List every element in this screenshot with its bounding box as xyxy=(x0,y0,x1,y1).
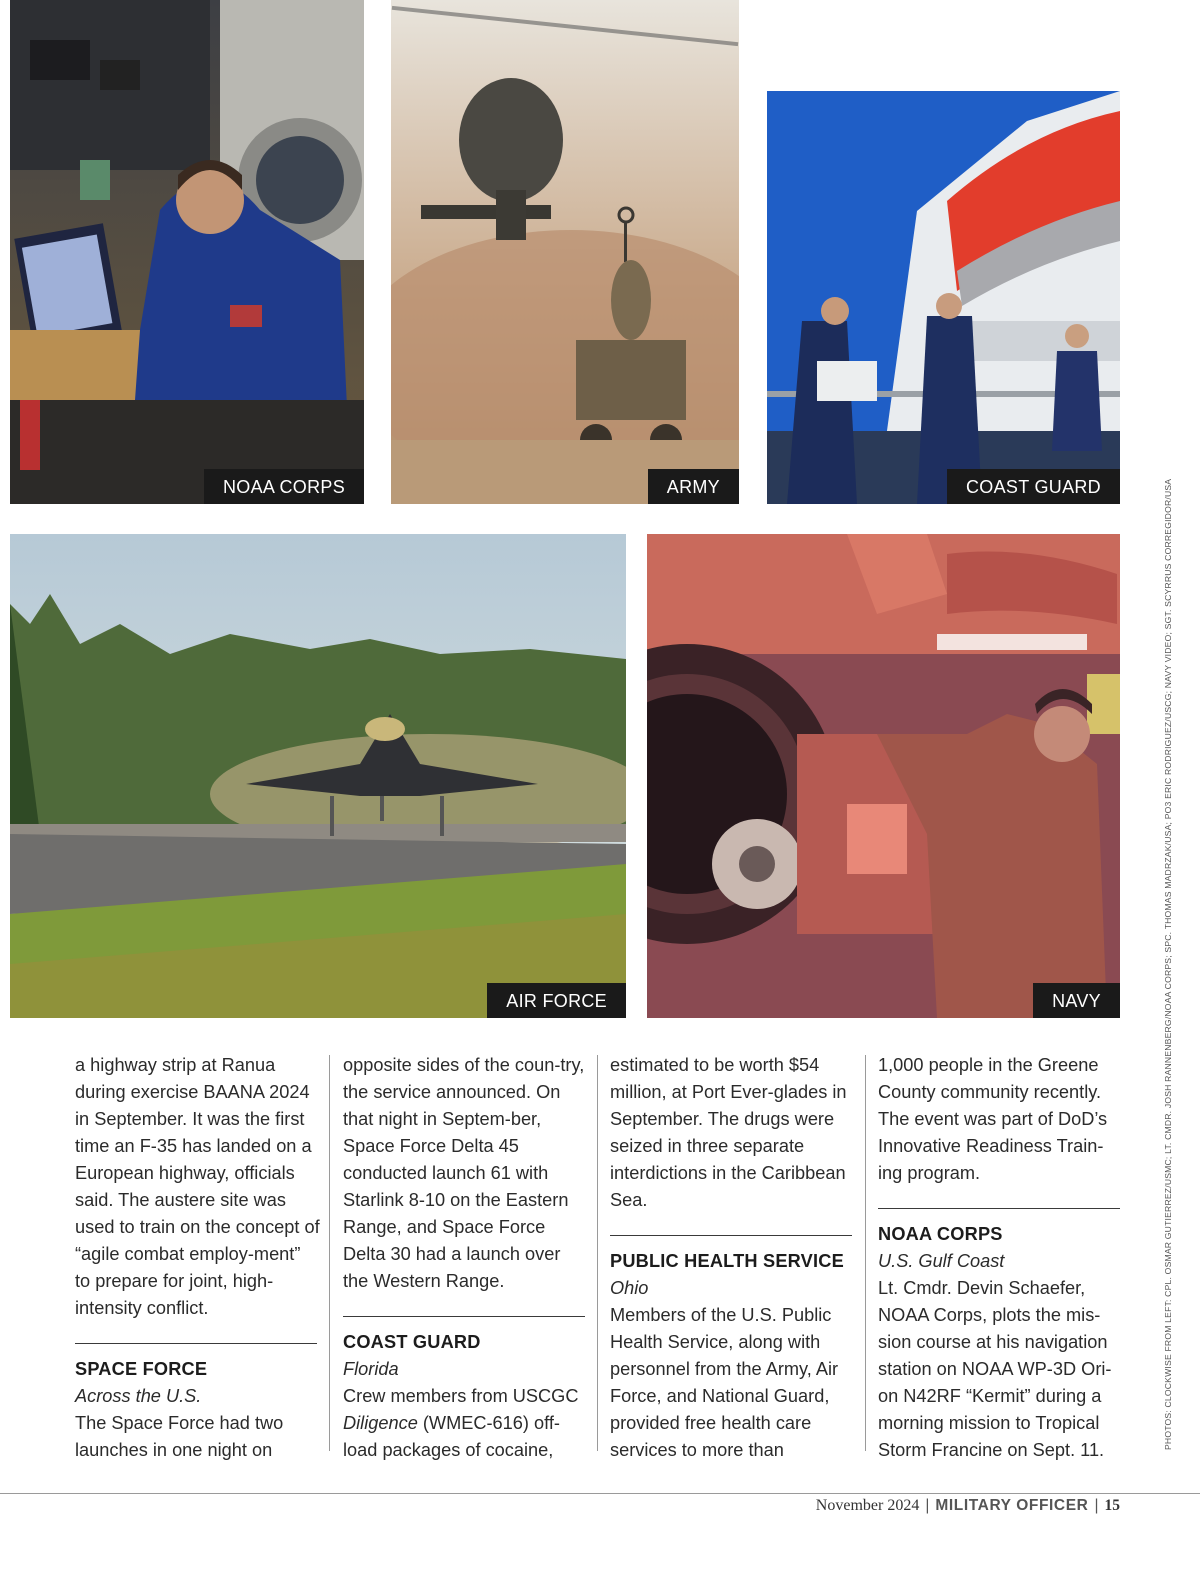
section-location-space-force: Across the U.S. xyxy=(75,1386,202,1406)
body-text: Crew members from USCGC xyxy=(343,1386,579,1406)
text-column-1 xyxy=(75,1052,320,1464)
caption-coast-guard: COAST GUARD xyxy=(947,469,1120,504)
section-body-noaa-corps: Lt. Cmdr. Devin Schaefer, NOAA Corps, plots the mis-sion course at his navigation station on NOAA WP-3D Ori-on N42RF “Kermit” during a morning mission to Tropical Storm Francine on Sept. 11. xyxy=(878,1278,1112,1460)
caption-air-force: AIR FORCE xyxy=(487,983,626,1018)
magazine-name: MILITARY OFFICER xyxy=(935,1497,1089,1514)
footer-separator: | xyxy=(1094,1497,1099,1514)
navy-engine-room-image xyxy=(647,534,1120,1018)
section-location-noaa-corps: U.S. Gulf Coast xyxy=(878,1251,1005,1271)
air-force-body-continued: a highway strip at Ranua during exercise BAANA 2024 in September. It was the first time an F-35 has landed on a European highway, officials said. The austere site was used to train on the concept of “agile combat employ-ment” to prepare for joint, high-intensity conflict. xyxy=(75,1055,320,1318)
section-divider xyxy=(343,1316,585,1317)
photo-noaa-corps xyxy=(10,0,364,504)
section-location-public-health-service: Ohio xyxy=(610,1278,649,1298)
f35-landing-image xyxy=(10,534,626,1018)
footer-separator: | xyxy=(925,1497,930,1514)
section-body-space-force: The Space Force had two launches in one night on xyxy=(75,1413,284,1460)
section-body-coast-guard xyxy=(343,1383,588,1464)
text-column-2 xyxy=(343,1052,588,1464)
section-location-coast-guard: Florida xyxy=(343,1359,399,1379)
body-text: (WMEC-616) off-load packages of cocaine, xyxy=(343,1413,560,1460)
section-head-coast-guard: COAST GUARD xyxy=(343,1332,481,1352)
text-column-4 xyxy=(878,1052,1123,1464)
column-divider xyxy=(865,1055,866,1451)
caption-navy: NAVY xyxy=(1033,983,1120,1018)
section-divider xyxy=(610,1235,852,1236)
section-head-public-health-service: PUBLIC HEALTH SERVICE xyxy=(610,1251,844,1271)
space-force-body-continued: opposite sides of the coun-try, the service announced. On that night in Septem-ber, Space Force Delta 45 conducted launch 61 with Starlink 8-10 on the Eastern Range, and Space Force Delta 30 had a launch over the Western Range. xyxy=(343,1055,585,1291)
page-number: 15 xyxy=(1104,1497,1120,1514)
footer-rule xyxy=(0,1493,1200,1494)
section-head-noaa-corps: NOAA CORPS xyxy=(878,1224,1003,1244)
text-column-3 xyxy=(610,1052,855,1464)
photo-air-force xyxy=(10,534,626,1018)
noaa-cockpit-image xyxy=(10,0,364,504)
section-divider xyxy=(75,1343,317,1344)
photo-credit: PHOTOS: CLOCKWISE FROM LEFT: CPL. OSMAR GUTIERREZ/USMC; LT. CMDR. JOSH RANNENBERG/NOAA CORPS; SPC. THOMAS MADRZAK/USA; PO3 ERIC RODRIGUEZ/USCG; NAVY VIDEO; SGT. SCYRRUS CORREGIDOR/USA xyxy=(1163,478,1173,1450)
issue-date: November 2024 xyxy=(815,1497,920,1514)
page-footer xyxy=(816,1497,1120,1515)
photo-coast-guard xyxy=(767,91,1120,504)
caption-noaa-corps: NOAA CORPS xyxy=(204,469,364,504)
photo-army xyxy=(391,0,739,504)
photo-navy xyxy=(647,534,1120,1018)
army-helicopter-image xyxy=(391,0,739,504)
column-divider xyxy=(597,1055,598,1451)
section-head-space-force: SPACE FORCE xyxy=(75,1359,208,1379)
coast-guard-cutter-image xyxy=(767,91,1120,504)
caption-army: ARMY xyxy=(648,469,739,504)
coast-guard-body-continued: estimated to be worth $54 million, at Port Ever-glades in September. The drugs were seized in three separate interdictions in the Caribbean Sea. xyxy=(610,1055,847,1210)
column-divider xyxy=(329,1055,330,1451)
section-divider xyxy=(878,1208,1120,1209)
public-health-body-continued: 1,000 people in the Greene County community recently. The event was part of DoD’s Innovative Readiness Train-ing program. xyxy=(878,1055,1108,1183)
ship-name: Diligence xyxy=(343,1413,418,1433)
section-body-public-health-service: Members of the U.S. Public Health Service, along with personnel from the Army, Air Force, and National Guard, provided free health care services to more than xyxy=(610,1305,839,1460)
